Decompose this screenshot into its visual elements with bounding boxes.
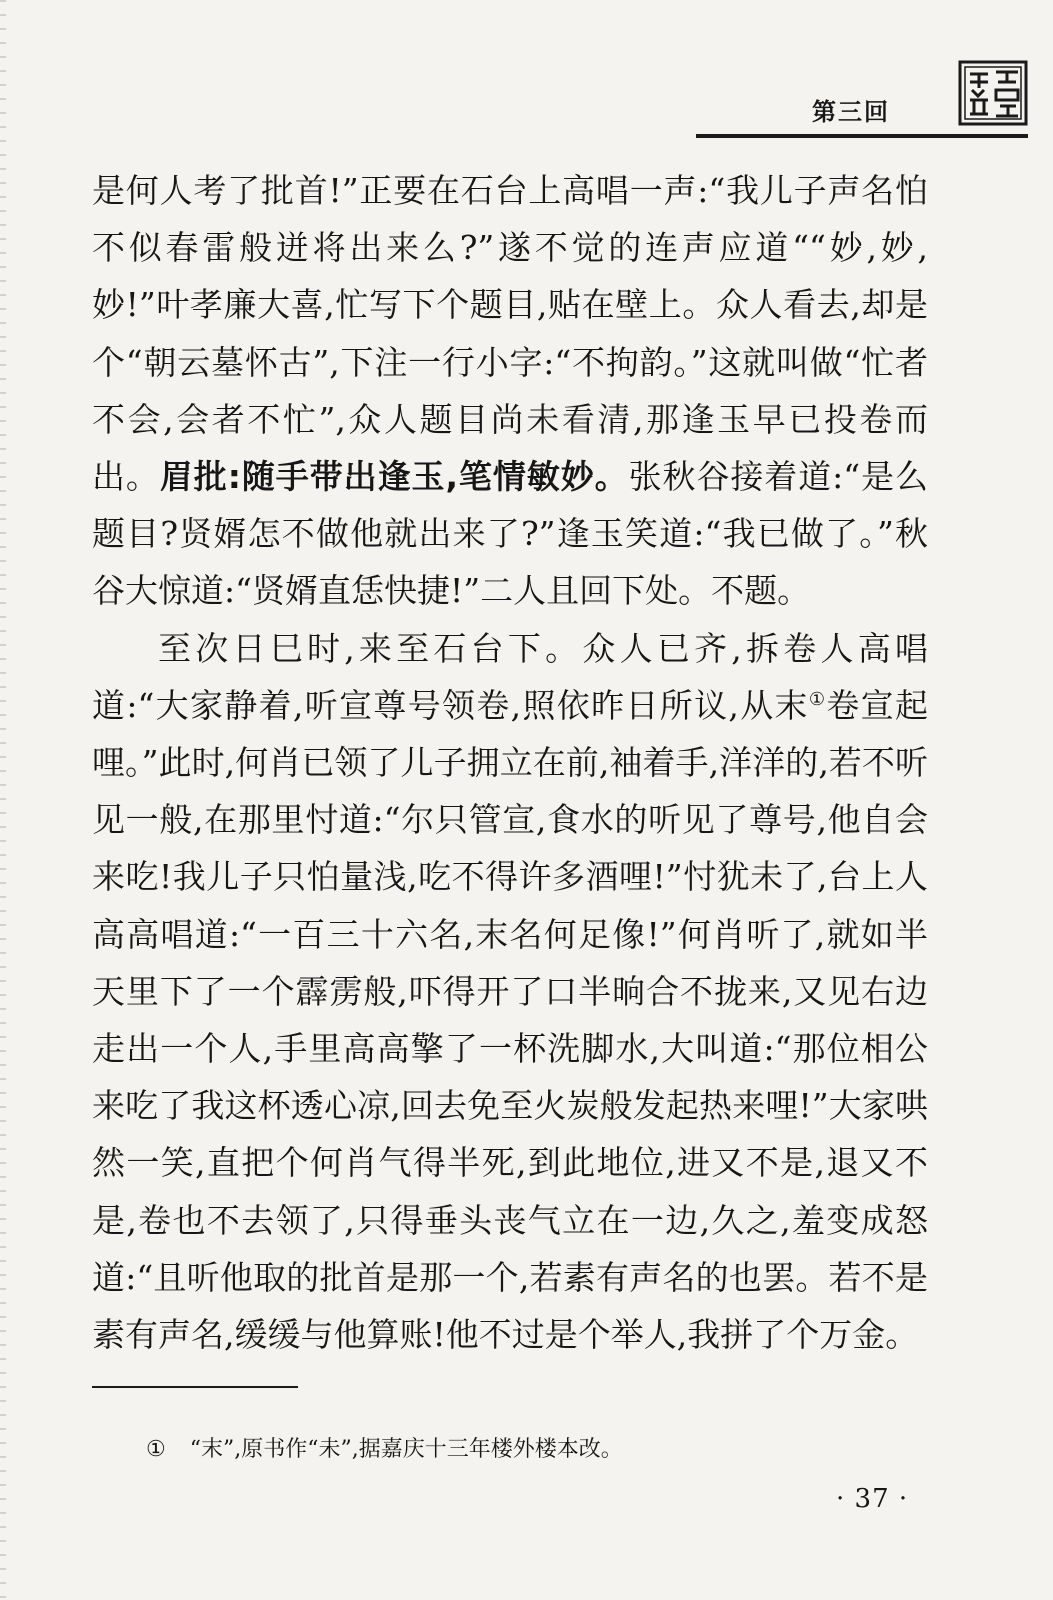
- margin-comment: 眉批:随手带出逢玉,笔情敏妙。: [159, 457, 629, 497]
- chapter-title: 第三回: [812, 98, 890, 126]
- page-number: · 37 ·: [836, 1484, 909, 1514]
- header-rule: [696, 134, 1028, 138]
- paragraph-2-text-a: 至次日巳时,来至石台下。众人已齐,拆卷人高唱道:“大家静着,听宣尊号领卷,照依昨日所议,从末: [92, 628, 928, 725]
- footnote: [146, 1432, 623, 1463]
- main-text: [92, 162, 928, 1363]
- paragraph-1-text-a: 是何人考了批首!”正要在石台上高唱一声:“我儿子声名怕不似春雷般迸将出来么?”遂不觉的连声应道““妙,妙,妙!”叶孝廉大喜,忙写下个题目,贴在壁上。众人看去,却是个“朝云墓怀古”,下注一行小字:“不拘韵。”这就叫做“忙者不会,会者不忙”,众人题目尚未看清,那逢玉早已投卷而出。: [92, 171, 928, 497]
- footnote-reference: ①: [808, 688, 827, 710]
- footnote-rule: [92, 1386, 298, 1388]
- paragraph-1-text-b: 张秋谷接着道:“是么题目?贤婿怎不做他就出来了?”逢玉笑道:“我已做了。”秋谷大惊道:“贤婿直恁快捷!”二人且回下处。不题。: [92, 457, 929, 611]
- footnote-marker: ①: [146, 1437, 166, 1462]
- binding-edge: [0, 0, 6, 1600]
- seal-stamp-icon: [958, 60, 1028, 126]
- footnote-text: “末”,原书作“未”,据嘉庆十三年楼外楼本改。: [189, 1437, 623, 1462]
- paragraph-2: [92, 620, 928, 1364]
- paragraph-1: [92, 162, 928, 620]
- paragraph-2-text-b: 卷宣起哩。”此时,何肖已领了儿子拥立在前,袖着手,洋洋的,若不听见一般,在那里忖道:“尔只管宣,食水的听见了尊号,他自会来吃!我儿子只怕量浅,吃不得许多酒哩!”忖犹未了,台上人高高唱道:“一百三十六名,末名何足像!”何肖听了,就如半天里下了一个霹雳般,吓得开了口半晌合不拢来,又见右边走出一个人,手里高高擎了一杯洗脚水,大叫道:“那位相公来吃了我这杯透心凉,回去免至火炭般发起热来哩!”大家哄然一笑,直把个何肖气得半死,到此地位,进又不是,退又不是,卷也不去领了,只得垂头丧气立在一边,久之,羞变成怒道:“且听他取的批首是那一个,若素有声名的也罢。若不是素有声名,缓缓与他算账!他不过是个举人,我拼了个万金。: [92, 685, 929, 1355]
